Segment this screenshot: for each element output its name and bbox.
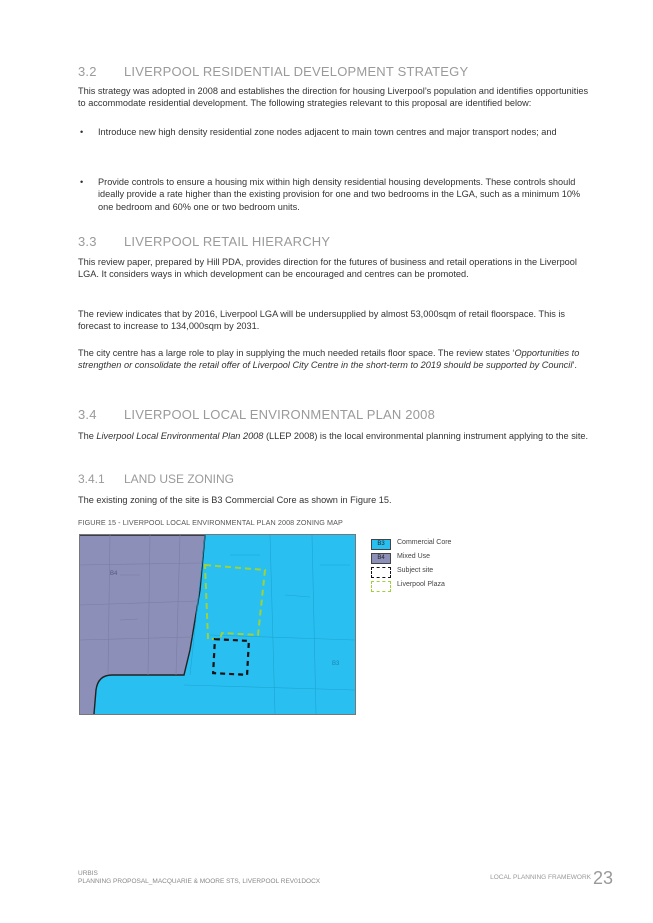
paragraph-text: The city centre has a large role to play in supplying the much needed retails floor space. The review states ‘ bbox=[78, 348, 515, 358]
paragraph-text: The bbox=[78, 431, 97, 441]
paragraph bbox=[78, 430, 590, 442]
section-title: LIVERPOOL LOCAL ENVIRONMENTAL PLAN 2008 bbox=[124, 407, 436, 422]
paragraph-text: ’. bbox=[572, 360, 577, 371]
zoning-map bbox=[79, 534, 356, 715]
footer-doc-title: LOCAL PLANNING FRAMEWORK bbox=[490, 874, 591, 881]
paragraph: This strategy was adopted in 2008 and establishes the direction for housing Liverpool’s population and identifies opportunities to accommodate residential development. The following strategies relevant to this proposal are identified below: bbox=[78, 86, 589, 109]
legend-swatch bbox=[371, 567, 391, 578]
plan-title: Liverpool Local Environmental Plan 2008 bbox=[96, 431, 264, 441]
bullet-icon: • bbox=[80, 127, 84, 137]
section-heading-3-3 bbox=[78, 234, 330, 249]
zone-label-b4: B4 bbox=[110, 571, 118, 577]
paragraph: This review paper, prepared by Hill PDA, provides direction for the futures of business and retail operations in the Liverpool LGA. It considers ways in which development can be encouraged and centres can be promoted. bbox=[78, 257, 577, 280]
legend-swatch bbox=[371, 581, 391, 592]
footer-left bbox=[78, 870, 320, 886]
section-number: 3.4.1 bbox=[78, 472, 105, 486]
paragraph: The existing zoning of the site is B3 Commercial Core as shown in Figure 15. bbox=[78, 495, 392, 505]
legend-label: Mixed Use bbox=[397, 553, 431, 560]
bullet-item bbox=[78, 126, 590, 138]
figure-caption: FIGURE 15 - LIVERPOOL LOCAL ENVIRONMENTAL PLAN 2008 ZONING MAP bbox=[78, 518, 343, 527]
legend-swatch: B4 bbox=[371, 553, 391, 564]
section-title: LAND USE ZONING bbox=[124, 472, 235, 486]
section-number: 3.3 bbox=[78, 234, 97, 249]
bullet-icon: • bbox=[80, 177, 84, 187]
zone-label-b3: B3 bbox=[332, 661, 340, 667]
bullet-text: Introduce new high density residential zone nodes adjacent to main town centres and major transport nodes; and bbox=[98, 127, 557, 137]
footer-project: PLANNING PROPOSAL_MACQUARIE & MOORE STS, LIVERPOOL REV01DOCX bbox=[78, 878, 321, 885]
section-title: LIVERPOOL RESIDENTIAL DEVELOPMENT STRATEGY bbox=[124, 64, 469, 79]
paragraph-text: (LLEP 2008) is the local environmental planning instrument applying to the site. bbox=[263, 431, 589, 441]
legend-swatch: B3 bbox=[371, 539, 391, 550]
zoning-map-graphic bbox=[80, 535, 355, 714]
paragraph: The review indicates that by 2016, Liverpool LGA will be undersupplied by almost 53,000sqm of retail floorspace. This is forecast to increase to 134,000sqm by 2031. bbox=[78, 309, 566, 332]
subsection-heading-3-4-1 bbox=[78, 472, 234, 486]
section-number: 3.2 bbox=[78, 64, 97, 79]
section-heading-3-2 bbox=[78, 64, 468, 79]
section-heading-3-4 bbox=[78, 407, 435, 422]
footer-org: URBIS bbox=[78, 870, 98, 877]
legend-label: Liverpool Plaza bbox=[397, 581, 445, 588]
bullet-item bbox=[78, 176, 590, 213]
section-title: LIVERPOOL RETAIL HIERARCHY bbox=[124, 234, 331, 249]
bullet-text: Provide controls to ensure a housing mix within high density residential housing developments. These controls should ideally provide a rate higher than the existing provision for one and two bedrooms in the LGA, such as a minimum 10% one bedroom and 60% one or two bedroom units. bbox=[98, 177, 581, 212]
quote-text: Opportunities to strengthen or consolidate the retail offer of Liverpool City Centre in the short-term to 2019 should be supported by Council bbox=[78, 348, 580, 371]
section-number: 3.4 bbox=[78, 407, 97, 422]
page-number: 23 bbox=[592, 868, 613, 888]
paragraph bbox=[78, 347, 590, 372]
legend-label: Commercial Core bbox=[397, 539, 452, 546]
legend-label: Subject site bbox=[397, 567, 434, 574]
